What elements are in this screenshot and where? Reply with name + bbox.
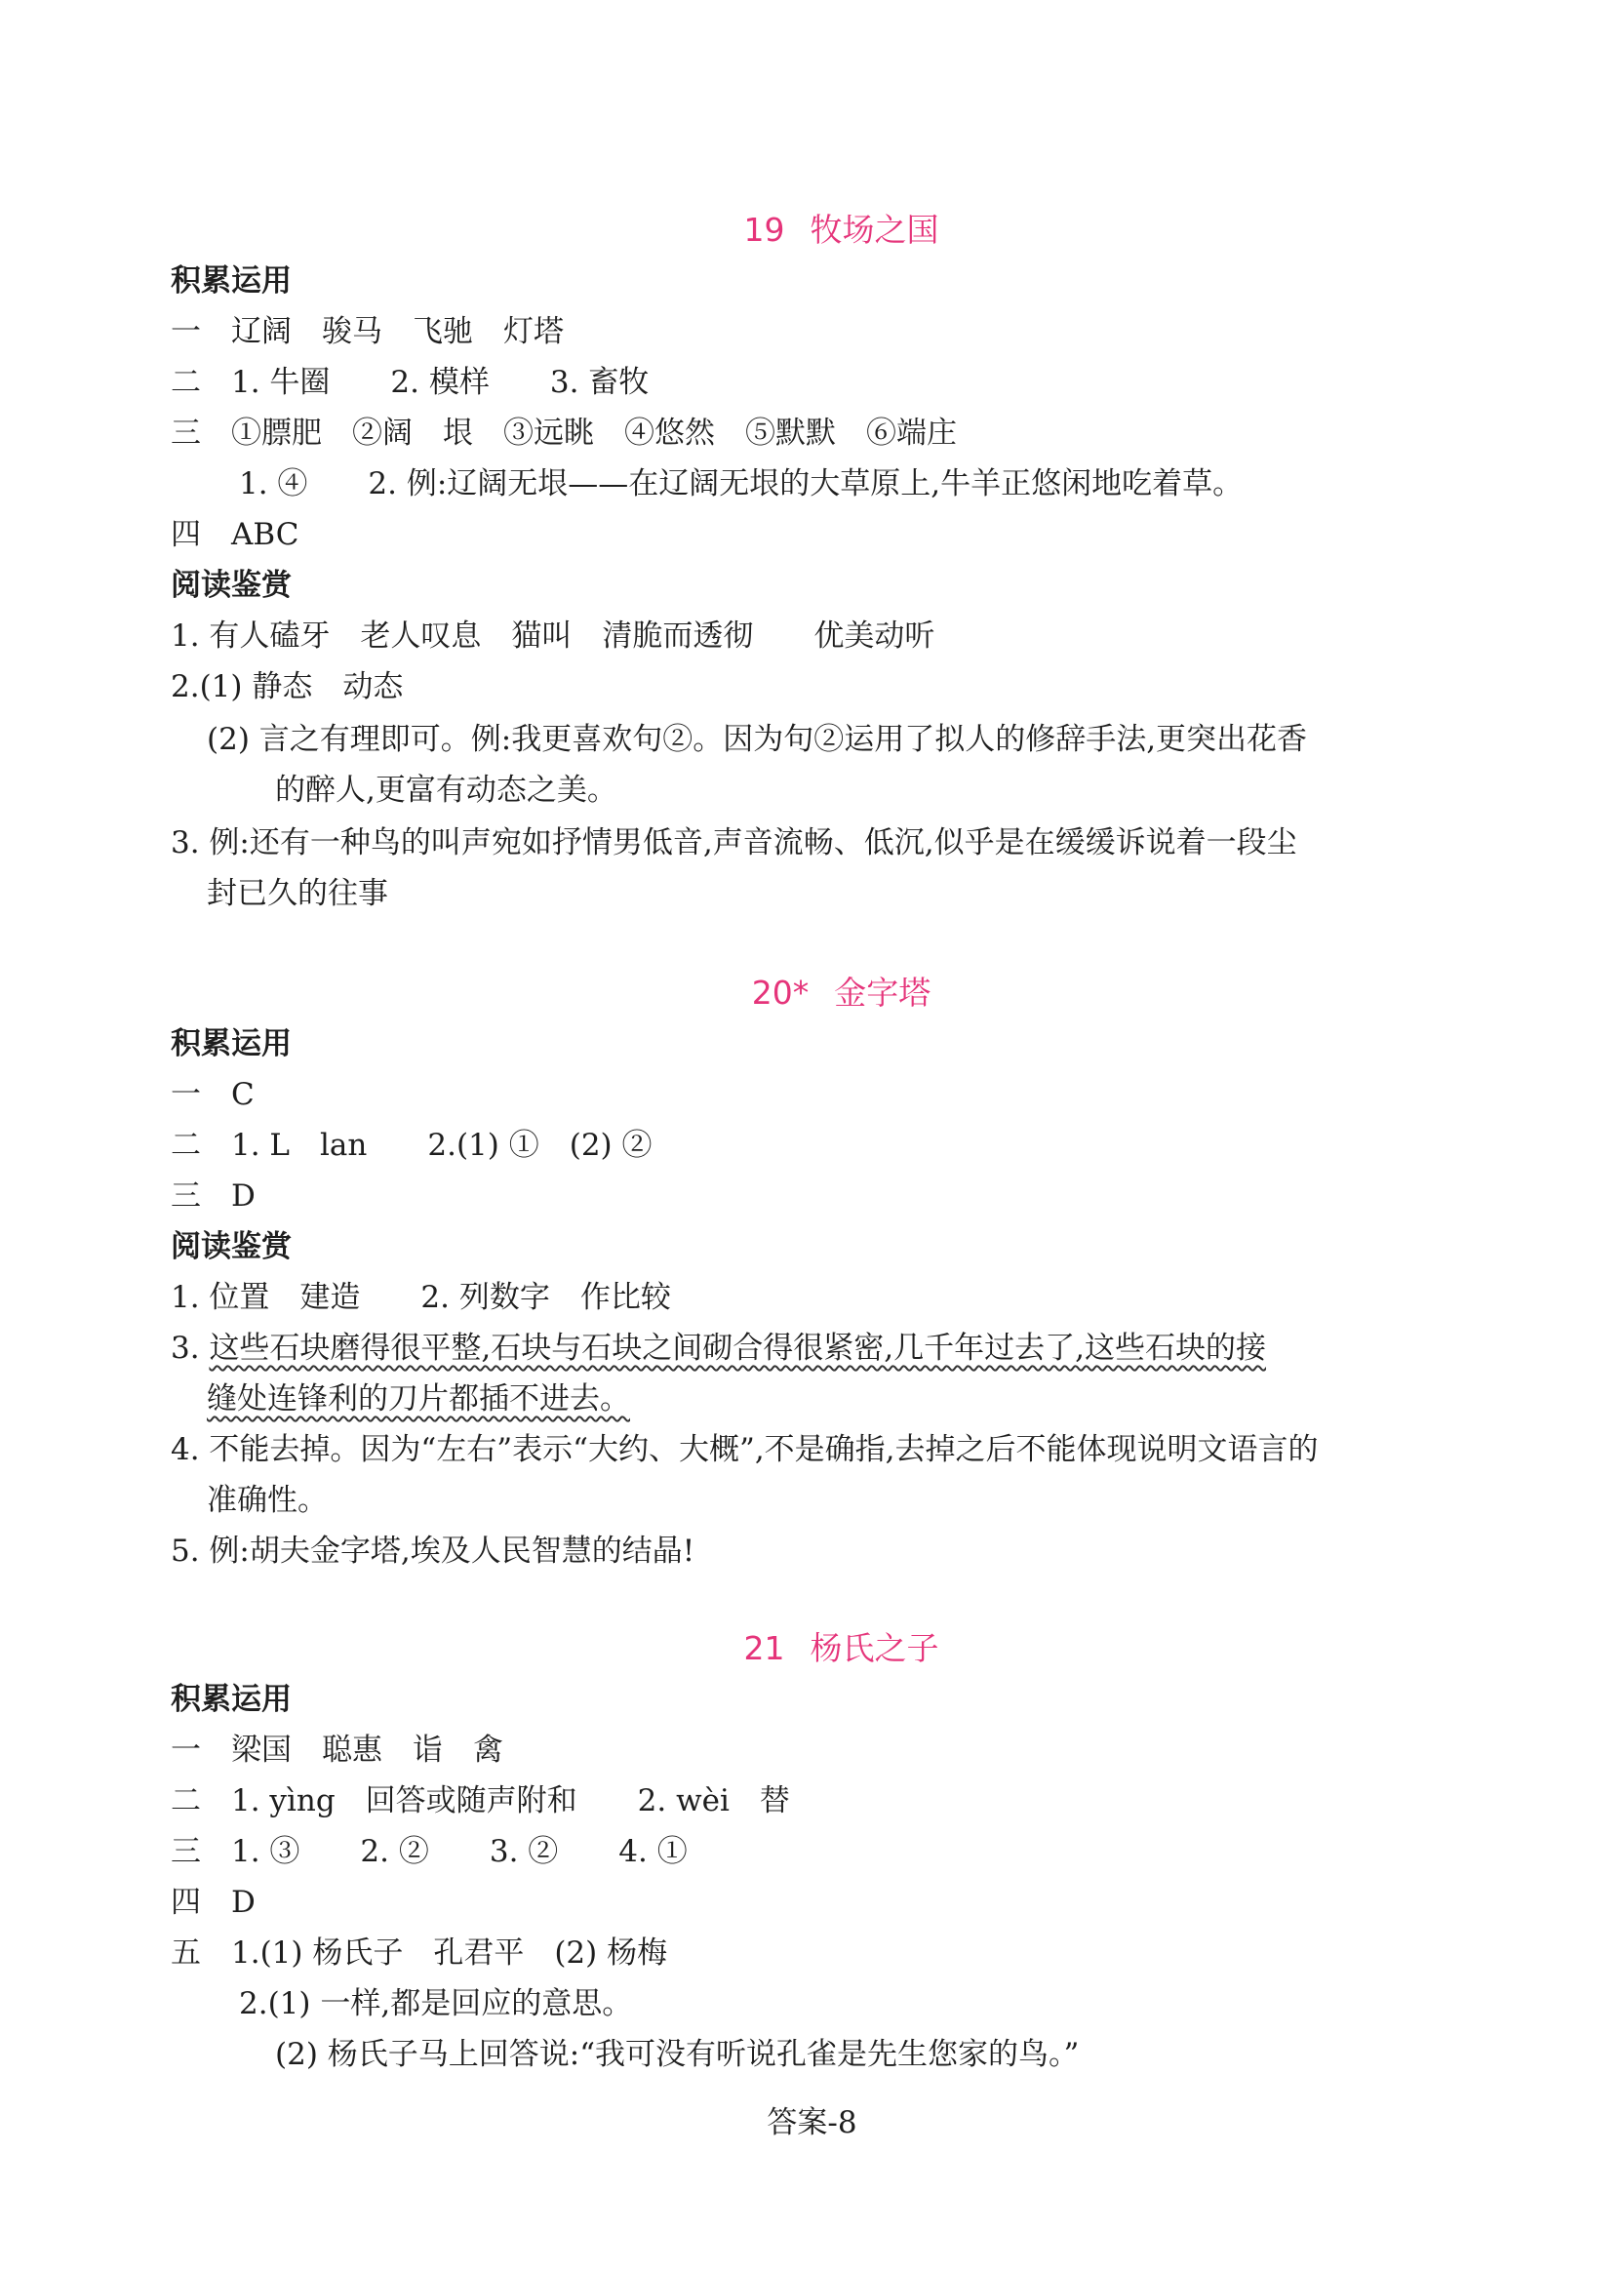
section-19 — [0, 205, 1624, 256]
subheading-reading: 阅读鉴赏 — [171, 1229, 292, 1264]
subheading-reading: 阅读鉴赏 — [171, 568, 292, 603]
lesson-name: 杨氏之子 — [810, 1629, 939, 1667]
answer-line: 准确性。 — [207, 1483, 328, 1518]
answer-line — [207, 1374, 630, 1424]
answer-line: 5. 例:胡夫金字塔,埃及人民智慧的结晶! — [171, 1534, 695, 1569]
answer-line: 二 1. 牛圈 2. 模样 3. 畜牧 — [171, 365, 650, 400]
answer-line: 三 1. ③ 2. ② 3. ② 4. ① — [171, 1834, 688, 1869]
lesson-title — [0, 1623, 1624, 1674]
subheading-accumulate: 积累运用 — [171, 263, 292, 299]
lesson-number: 19 — [743, 211, 785, 249]
section-20 — [0, 968, 1624, 1018]
lesson-number: 20* — [751, 974, 810, 1012]
answer-line: 4. 不能去掉。因为“左右”表示“大约、大概”,不是确指,去掉之后不能体现说明文语言的 — [171, 1432, 1319, 1467]
subheading-accumulate: 积累运用 — [171, 1682, 292, 1717]
lesson-title — [0, 205, 1624, 256]
wavy-underlined-answer: 这些石块磨得很平整,石块与石块之间砌合得很紧密,几千年过去了,这些石块的接 — [209, 1331, 1266, 1366]
lesson-title — [0, 968, 1624, 1018]
subheading-accumulate: 积累运用 — [171, 1026, 292, 1061]
answer-line: 一 C — [171, 1077, 255, 1112]
answer-line: 1. 位置 建造 2. 列数字 作比较 — [171, 1280, 671, 1315]
wavy-underlined-answer: 缝处连锋利的刀片都插不进去。 — [207, 1381, 630, 1416]
answer-line: 2.(1) 静态 动态 — [171, 669, 404, 704]
answer-line: 3. 例:还有一种鸟的叫声宛如抒情男低音,声音流畅、低沉,似乎是在缓缓诉说着一段尘 — [171, 825, 1297, 860]
answer-line: 一 梁国 聪惠 诣 禽 — [171, 1733, 503, 1768]
lesson-number: 21 — [743, 1629, 785, 1667]
lesson-name: 牧场之国 — [810, 211, 939, 249]
page-number: 答案-8 — [767, 2105, 857, 2140]
answer-line: 三 ①膘肥 ②阔 垠 ③远眺 ④悠然 ⑤默默 ⑥端庄 — [171, 416, 957, 451]
answer-line: 1. ④ 2. 例:辽阔无垠——在辽阔无垠的大草原上,牛羊正悠闲地吃着草。 — [239, 466, 1244, 501]
answer-line: 二 1. yìng 回答或随声附和 2. wèi 替 — [171, 1783, 790, 1818]
answer-line: 四 ABC — [171, 517, 299, 552]
lesson-name: 金字塔 — [834, 974, 931, 1012]
answer-line: 1. 有人磕牙 老人叹息 猫叫 清脆而透彻 优美动听 — [171, 618, 935, 654]
answer-line: 三 D — [171, 1178, 256, 1214]
answer-line: 四 D — [171, 1885, 256, 1920]
answer-line: 封已久的往事 — [207, 876, 388, 911]
answer-line — [171, 1323, 1266, 1374]
answer-line: 的醉人,更富有动态之美。 — [275, 773, 617, 808]
answer-line: (2) 杨氏子马上回答说:“我可没有听说孔雀是先生您家的鸟。” — [275, 2037, 1080, 2072]
answer-line: 2.(1) 一样,都是回应的意思。 — [239, 1986, 633, 2021]
answer-line: 五 1.(1) 杨氏子 孔君平 (2) 杨梅 — [171, 1935, 668, 1971]
item-number: 3. — [171, 1331, 210, 1366]
answer-line: 二 1. L lan 2.(1) ① (2) ② — [171, 1128, 653, 1163]
answer-line: (2) 言之有理即可。例:我更喜欢句②。因为句②运用了拟人的修辞手法,更突出花香 — [207, 722, 1308, 757]
answer-line: 一 辽阔 骏马 飞驰 灯塔 — [171, 314, 564, 349]
section-21 — [0, 1623, 1624, 1674]
